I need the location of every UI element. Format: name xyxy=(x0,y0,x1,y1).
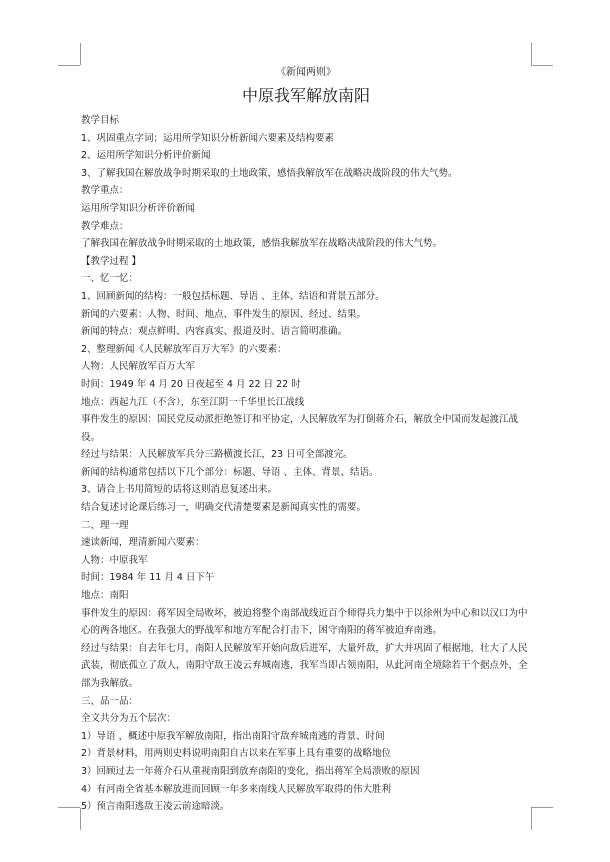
text-line: 教学重点： xyxy=(81,185,129,197)
section-heading: 二、理一理 xyxy=(81,519,129,531)
text-line: 了解我国在解放战争时期采取的土地政策，感悟我解放军在战略决战阶段的伟大气势。 xyxy=(81,238,443,250)
text-line: 新闻的结构通常包括以下几个部分：标题、导语 、主体、背景、结语。 xyxy=(81,466,379,478)
crop-mark-top-right-h xyxy=(531,65,553,66)
text-paragraph: 事件发生的原因：国民党反动派拒绝签订和平协定，人民解放军为打倒蒋介石，解放全中国而发起渡江战役。 xyxy=(81,414,519,443)
list-item: 1）导语 ，概述中原我军解放南阳，指出南阳守敌弃城南逃的背景、时间 xyxy=(81,730,385,742)
text-line: 地点：西起九江（不含），东至江阴一千华里长江战线 xyxy=(81,396,305,408)
section-heading: 【教学过程 】 xyxy=(81,255,142,267)
text-line: 时间：1984 年 11 月 4 日下午 xyxy=(81,572,215,584)
text-line: 1、回顾新闻的结构：一般包括标题、导语 、主体、结语和背景五部分。 xyxy=(81,290,385,302)
text-line: 3、了解我国在解放战争时期采取的土地政策，感悟我解放军在战略决战阶段的伟大气势。 xyxy=(81,167,458,179)
list-item: 5）预言南阳逃敌王凌云前途暗淡。 xyxy=(81,801,230,813)
crop-mark-bottom-right-v xyxy=(531,808,532,830)
text-line: 人物：中原我军 xyxy=(81,554,148,566)
crop-mark-top-right-v xyxy=(531,43,532,65)
text-line: 1、巩固重点字词；运用所学知识分析新闻六要素及结构要素 xyxy=(81,132,335,144)
list-item: 2）背景材料，用两则史料说明南阳自古以来在军事上具有重要的战略地位 xyxy=(81,748,392,760)
crop-mark-top-left-h xyxy=(58,65,80,66)
text-line: 地点：南阳 xyxy=(81,590,129,602)
text-line: 教学目标 xyxy=(81,115,120,126)
crop-mark-bottom-left-h xyxy=(58,807,80,808)
text-line: 3、请合上书用简短的话将这则消息复述出来。 xyxy=(81,484,278,496)
text-line: 新闻的特点：观点鲜明、内容真实、报道及时、语言简明准确。 xyxy=(81,326,348,338)
text-line: 结合复述讨论课后练习一，明确交代清楚要素是新闻真实性的需要。 xyxy=(81,502,367,514)
section-heading: 一、忆一忆： xyxy=(81,273,139,285)
text-line: 新闻的六要素：人物、时间、地点、事件发生的原因、经过、结果。 xyxy=(81,308,367,320)
text-line: 人物：人民解放军百万大军 xyxy=(81,361,196,373)
list-item: 3）回顾过去一年蒋介石从重视南阳到放弃南阳的变化，指出蒋军全局溃败的原因 xyxy=(81,765,420,777)
section-heading: 三、品一品： xyxy=(81,695,139,707)
text-paragraph: 经过与结果：自去年七月，南阳人民解放军开始向敌后进军，大量歼敌，扩大并巩固了根据地，壮大了人民武装，彻底孤立了敌人，南阳守敌王凌云弃城南逃，我军当即占领南阳，从此河南全境除若干个据点外，全部为我解放。 xyxy=(81,642,528,689)
document-page xyxy=(81,66,531,816)
text-line: 经过与结果：人民解放军兵分三路横渡长江，23 日可全部渡完。 xyxy=(81,449,353,461)
crop-mark-bottom-right-h xyxy=(531,807,553,808)
text-line: 教学难点： xyxy=(81,220,129,232)
text-line: 时间：1949 年 4 月 20 日夜起至 4 月 22 日 22 时 xyxy=(81,378,301,390)
text-line: 运用所学知识分析评价新闻 xyxy=(81,202,196,214)
text-paragraph: 事件发生的原因：蒋军因全局败坏，被迫将整个南部战线近百个师得兵力集中于以徐州为中心和以汉口为中心的两各地区。在我强大的野战军和地方军配合打击下，困守南阳的蒋军被迫弃南逃。 xyxy=(81,607,528,637)
text-line: 速读新闻，理清新闻六要素： xyxy=(81,537,205,549)
document-header: 《新闻两则》 xyxy=(276,67,336,78)
document-title: 中原我军解放南阳 xyxy=(241,86,370,105)
crop-mark-top-left-v xyxy=(80,43,81,65)
list-item: 4）有河南全省基本解放进而回顾一年多来南线人民解放军取得的伟大胜利 xyxy=(81,783,392,795)
text-line: 全文共分为五个层次： xyxy=(81,713,177,725)
text-line: 2、整理新闻《人民解放军百万大军》的六要素： xyxy=(81,343,287,355)
text-line: 2、运用所学知识分析评价新闻 xyxy=(81,150,211,162)
